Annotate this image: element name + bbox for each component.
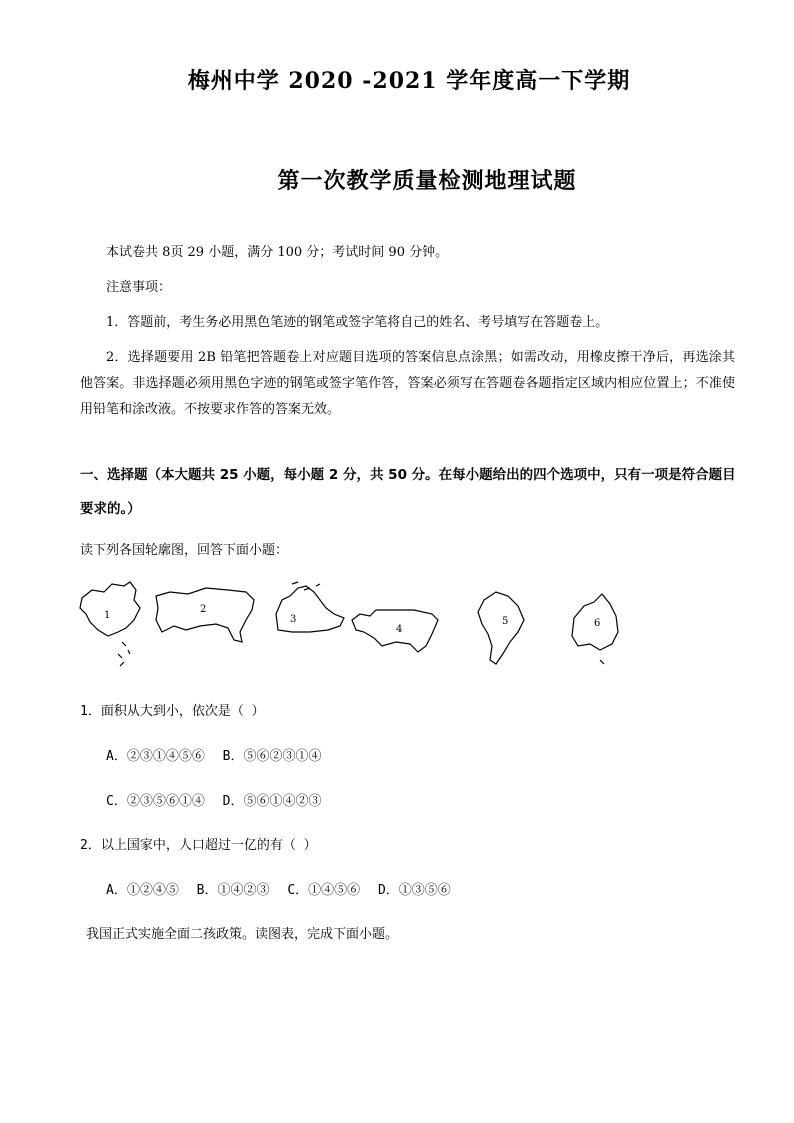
notice-heading: 注意事项： — [106, 280, 172, 295]
question-1-option-d: D．⑤⑥①④②③ — [222, 794, 322, 809]
question-2-option-b: B．①④②③ — [196, 883, 270, 898]
question-2-option-d: D．①③⑤⑥ — [377, 883, 451, 898]
map-prompt: 读下列各国轮廓图，回答下面小题： — [80, 543, 289, 558]
question-2-option-c: C．①④⑤⑥ — [287, 883, 361, 898]
map-label-1: 1 — [104, 610, 111, 621]
question-1-option-a: A．②③①④⑤⑥ — [106, 749, 205, 764]
exam-title-line2: 第一次教学质量检测地理试题 — [277, 168, 577, 194]
notice-item-2: 2．选择题要用 2B 铅笔把答题卷上对应题目选项的答案信息点涂黑；如需改动，用橡皮擦干净后，再选涂其他答案。非选择题必须用黑色字迹的钢笔或签字笔作答，答案必须写在答题卷各题指定区域内相应位置上；不准使用铅笔和涂改液。不按要求作答的答案无效。 — [80, 350, 735, 417]
map-label-3: 3 — [290, 614, 297, 625]
map-outline-china — [80, 582, 140, 636]
country-outline-maps — [78, 580, 638, 680]
map-label-5: 5 — [502, 616, 509, 627]
map-label-2: 2 — [200, 604, 207, 615]
question-1-option-c: C．②③⑤⑥①④ — [106, 794, 205, 809]
map-outline-canada — [276, 586, 344, 632]
map-outline-russia — [156, 588, 254, 642]
map-outline-brazil — [478, 592, 524, 664]
question-2-options-row1 — [106, 879, 461, 898]
section-heading: 一、选择题（本大题共 25 小题，每小题 2 分，共 50 分。在每小题给出的四个选项中，只有一项是符合题目要求的。） — [80, 467, 736, 517]
question-2-option-a: A．①②④⑤ — [106, 883, 179, 898]
map-outline-china-islands — [118, 642, 130, 666]
map-label-4: 4 — [396, 624, 403, 635]
question-1-options-row2 — [106, 790, 331, 809]
map-label-6: 6 — [594, 618, 601, 629]
map-outline-tasmania — [600, 660, 604, 664]
question-1-options-row1 — [106, 745, 331, 764]
map-outline-usa — [352, 610, 438, 652]
question-1-stem: 1．面积从大到小，依次是（ ） — [80, 704, 265, 719]
question-1-option-b: B．⑤⑥②③①④ — [222, 749, 322, 764]
exam-intro: 本试卷共 8页 29 小题，满分 100 分；考试时间 90 分钟。 — [106, 245, 449, 260]
exam-title-line1: 梅州中学 2020 -2021 学年度高一下学期 — [187, 68, 631, 94]
question-2-stem: 2．以上国家中，人口超过一亿的有（ ） — [80, 838, 317, 853]
section-2-prompt: 我国正式实施全面二孩政策。读图表，完成下面小题。 — [86, 927, 399, 942]
notice-item-1: 1．答题前，考生务必用黑色笔迹的钢笔或签字笔将自己的姓名、考号填写在答题卷上。 — [106, 315, 609, 330]
